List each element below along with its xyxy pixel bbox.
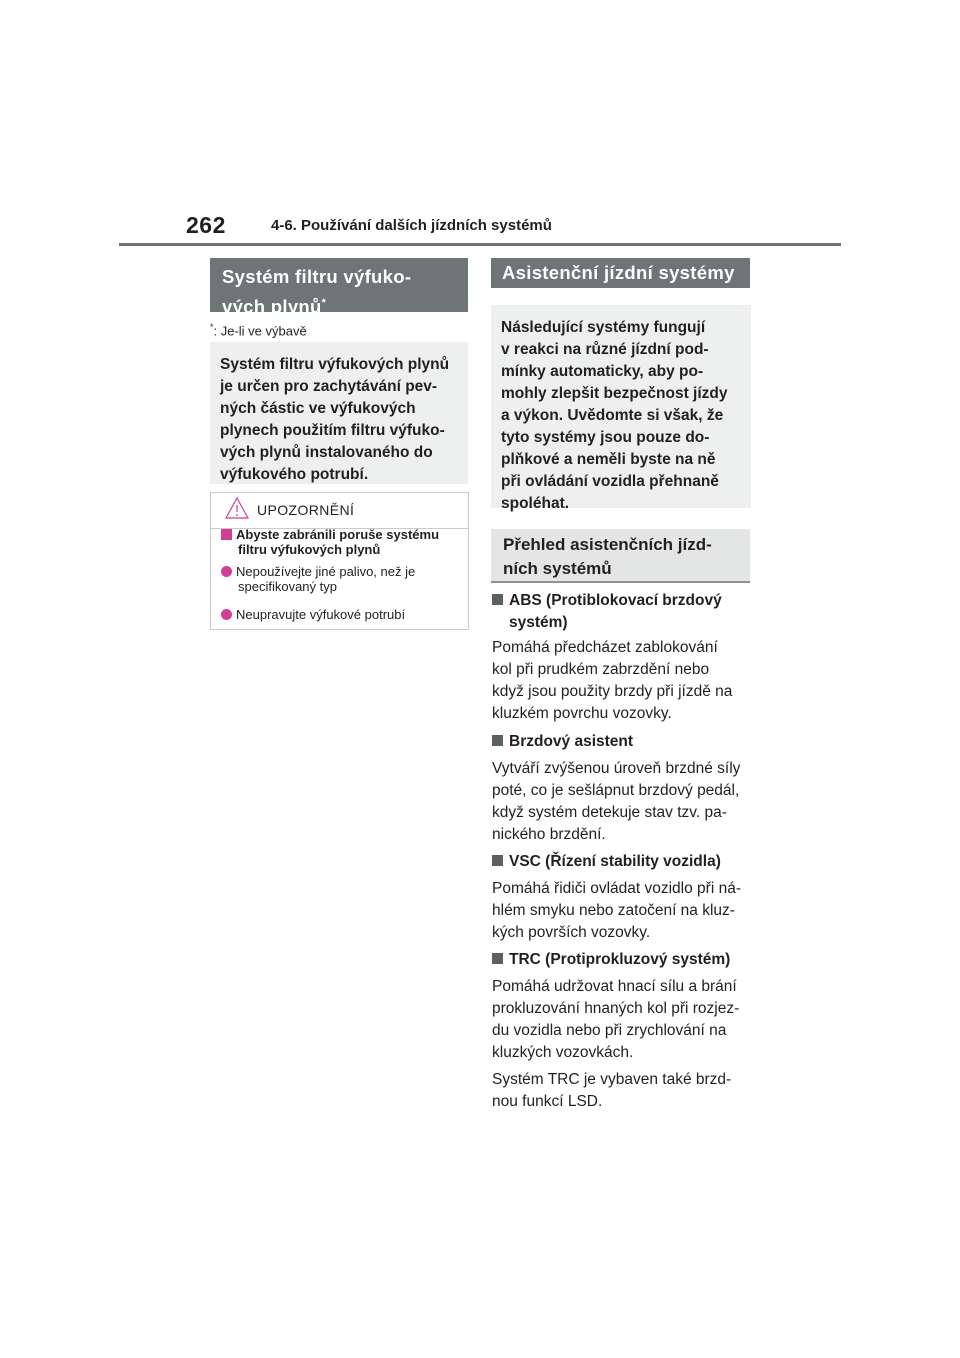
square-bullet-icon <box>492 855 503 866</box>
assist-intro-line: v reakci na různé jízdní pod- <box>501 341 709 358</box>
brake-assist-text-line: Vytváří zvýšenou úroveň brzdné síly <box>492 760 741 777</box>
abs-heading-line1: ABS (Protiblokovací brzdový <box>509 592 722 609</box>
square-bullet-icon <box>221 529 232 540</box>
header-rule <box>119 243 841 246</box>
abs-text-line: Pomáhá předcházet zablokování <box>492 639 718 656</box>
warning-bullet-exhaust <box>221 607 405 622</box>
vsc-text-line: hlém smyku nebo zatočení na kluz- <box>492 902 735 919</box>
warning-bullet-fuel <box>221 564 415 594</box>
vsc-heading: VSC (Řízení stability vozidla) <box>509 853 721 870</box>
dpf-intro-line: plynech použitím filtru výfuko- <box>220 422 445 439</box>
dpf-intro-line: je určen pro zachytávání pev- <box>220 378 438 395</box>
dot-bullet-icon <box>221 566 232 577</box>
dpf-intro-line: ných částic ve výfukových <box>220 400 416 417</box>
trc-lsd-note <box>492 1069 762 1113</box>
assist-intro-line: při ovládání vozidla přehnaně <box>501 473 719 490</box>
overview-title-line2: ních systémů <box>503 559 612 578</box>
dpf-banner-line1: Systém filtru výfuko- <box>222 266 412 287</box>
warning-bullet1-line2: specifikovaný typ <box>238 579 337 594</box>
abs-text-line: když jsou použity brzdy při jízdě na <box>492 683 733 700</box>
footnote-star-marker: * <box>321 297 327 309</box>
abs-heading-line2: systém) <box>509 614 568 631</box>
item-heading-vsc <box>492 851 762 873</box>
overview-sub-banner <box>491 529 750 583</box>
warning-heading <box>221 527 439 557</box>
warning-box <box>210 492 469 630</box>
brake-assist-description <box>492 758 762 846</box>
warning-bullet1-line1: Nepoužívejte jiné palivo, než je <box>236 564 416 579</box>
footnote <box>210 322 307 338</box>
trc-heading: TRC (Protiprokluzový systém) <box>509 951 731 968</box>
vsc-text-line: kých površích vozovky. <box>492 924 651 941</box>
section-title: 4-6. Používání dalších jízdních systémů <box>271 217 552 234</box>
dpf-intro-box <box>210 342 468 484</box>
assist-intro-line: mohly zlepšit bezpečnost jízdy <box>501 385 728 402</box>
warning-triangle-icon <box>225 497 249 519</box>
dpf-intro-line: Systém filtru výfukových plynů <box>220 356 450 373</box>
item-heading-trc <box>492 949 762 971</box>
warning-heading-line2: filtru výfukových plynů <box>238 542 381 557</box>
dpf-intro-line: vých plynů instalovaného do <box>220 444 433 461</box>
abs-text-line: kol při prudkém zabrzdění nebo <box>492 661 710 678</box>
warning-header <box>211 493 468 529</box>
square-bullet-icon <box>492 735 503 746</box>
brake-assist-heading: Brzdový asistent <box>509 733 634 750</box>
item-heading-abs <box>492 590 762 634</box>
brake-assist-text-line: poté, co je sešlápnut brzdový pedál, <box>492 782 740 799</box>
assist-intro-line: a výkon. Uvědomte si však, že <box>501 407 724 424</box>
warning-bullet2: Neupravujte výfukové potrubí <box>236 607 406 622</box>
abs-description <box>492 637 762 725</box>
item-heading-brake-assist <box>492 731 762 753</box>
dot-bullet-icon <box>221 609 232 620</box>
assist-intro-line: tyto systémy jsou pouze do- <box>501 429 710 446</box>
vsc-text-line: Pomáhá řidiči ovládat vozidlo při ná- <box>492 880 741 897</box>
assist-intro-line: spoléhat. <box>501 495 570 512</box>
square-bullet-icon <box>492 594 503 605</box>
assist-intro-box <box>491 305 751 512</box>
dpf-intro-line: výfukového potrubí. <box>220 466 369 483</box>
warning-heading-line1: Abyste zabránili poruše systému <box>236 527 440 542</box>
trc-note-line: Systém TRC je vybaven také brzd- <box>492 1071 732 1088</box>
footnote-text: : Je-li ve výbavě <box>213 323 307 339</box>
brake-assist-text-line: když systém detekuje stav tzv. pa- <box>492 804 727 821</box>
assist-intro-line: Následující systémy fungují <box>501 319 706 336</box>
trc-description <box>492 976 762 1064</box>
square-bullet-icon <box>492 953 503 964</box>
page-number: 262 <box>186 212 226 238</box>
trc-text-line: du vozidla nebo při zrychlování na <box>492 1022 727 1039</box>
abs-text-line: kluzkém povrchu vozovky. <box>492 705 672 722</box>
overview-title-line1: Přehled asistenčních jízd- <box>503 535 712 554</box>
vsc-description <box>492 878 762 944</box>
footnote-star: * <box>210 322 214 332</box>
trc-note-line: nou funkcí LSD. <box>492 1093 603 1110</box>
trc-text-line: kluzkých vozovkách. <box>492 1044 634 1061</box>
assist-banner: Asistenční jízdní systémy <box>491 258 750 288</box>
assist-intro-line: plňkové a neměli byste na ně <box>501 451 716 468</box>
dpf-banner-line2: vých plynů <box>222 296 322 317</box>
warning-label: UPOZORNĚNÍ <box>257 502 355 518</box>
dpf-banner <box>210 258 468 317</box>
trc-text-line: Pomáhá udržovat hnací sílu a brání <box>492 978 737 995</box>
brake-assist-text-line: nického brzdění. <box>492 826 606 843</box>
assist-intro-line: mínky automaticky, aby po- <box>501 363 704 380</box>
trc-text-line: prokluzování hnaných kol při rozjez- <box>492 1000 740 1017</box>
